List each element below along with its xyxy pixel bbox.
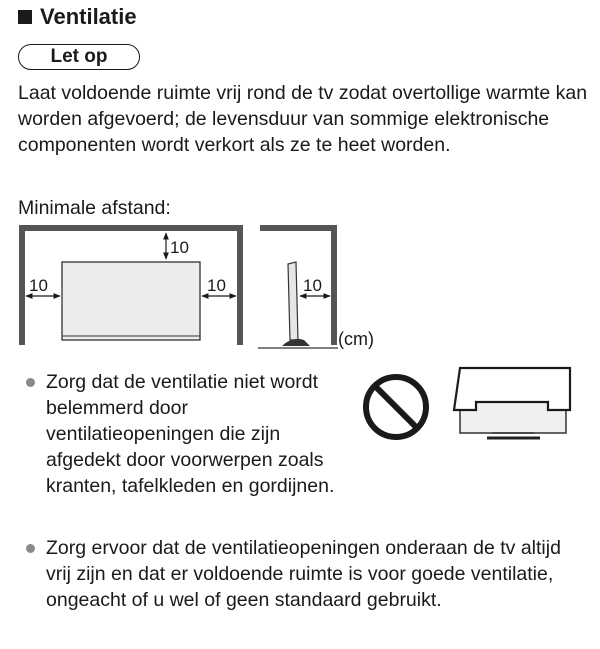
- bullet-item: [26, 535, 586, 613]
- bullet-text: Zorg ervoor dat de ventilatieopeningen onderaan de tv altijd vrij zijn en dat er voldoende ruimte is voor goede ventilatie, ongeacht of u wel of geen standaard gebruikt.: [46, 537, 561, 611]
- front-view-diagram: [22, 228, 240, 345]
- rear-distance: 10: [303, 276, 322, 295]
- side-enclosure: [260, 228, 334, 345]
- covered-tv-icon: [454, 368, 570, 438]
- tv-front: [62, 262, 200, 340]
- left-distance: 10: [29, 276, 48, 295]
- unit-label: (cm): [338, 329, 374, 349]
- right-distance: 10: [207, 276, 226, 295]
- tv-side: [288, 262, 298, 340]
- bullet-dot-icon: [26, 544, 35, 553]
- min-distance-label: Minimale afstand:: [18, 197, 171, 219]
- bullet-dot-icon: [26, 378, 35, 387]
- bullet-item: [26, 369, 356, 499]
- bullet-text: Zorg dat de ventilatie niet wordt belemmerd door ventilatieopeningen die zijn afgedekt door voorwerpen zoals kranten, tafelkleden en gordijnen.: [46, 371, 335, 497]
- side-view-diagram: [258, 228, 374, 349]
- intro-text: Laat voldoende ruimte vrij rond de tv zodat overtollige warmte kan worden afgevoerd; de levensduur van sommige elektronische componenten wordt verkort als ze te heet worden.: [18, 82, 588, 156]
- section-heading: [18, 4, 137, 30]
- prohibited-icon: [366, 377, 426, 437]
- top-distance: 10: [170, 238, 189, 257]
- front-enclosure: [22, 228, 240, 345]
- note-label: Let op: [18, 44, 140, 70]
- section-title: Ventilatie: [40, 4, 137, 29]
- square-bullet-icon: [18, 10, 32, 24]
- tv-stand-base: [282, 339, 310, 346]
